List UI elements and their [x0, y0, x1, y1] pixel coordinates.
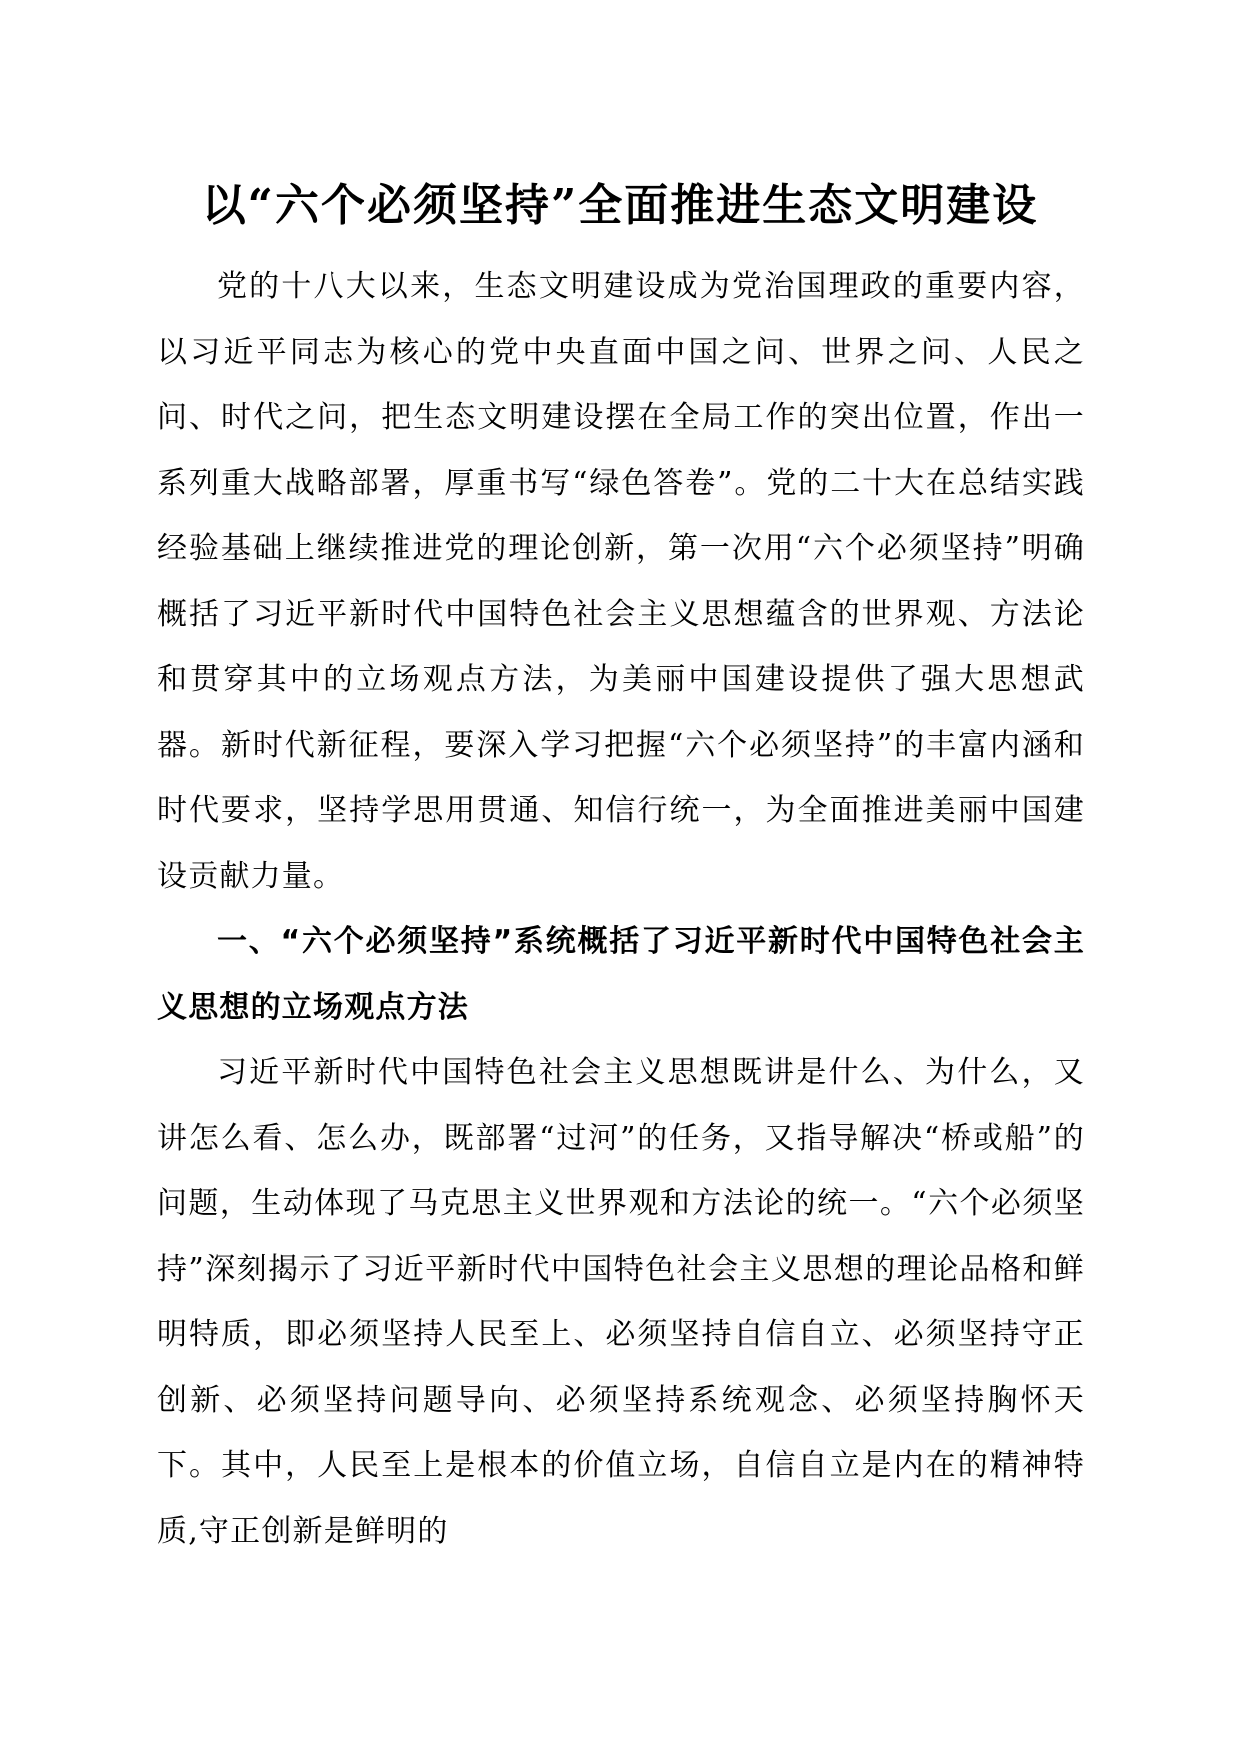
- document-title: 以“六个必须坚持”全面推进生态文明建设: [201, 180, 1039, 231]
- paragraph-intro: 党的十八大以来，生态文明建设成为党治国理政的重要内容，以习近平同志为核心的党中央直面中国之问、世界之问、人民之问、时代之问，把生态文明建设摆在全局工作的突出位置，作出一系列重大战略部署，厚重书写“绿色答卷”。党的二十大在总结实践经验基础上继续推进党的理论创新，第一次用“六个必须坚持”明确概括了习近平新时代中国特色社会主义思想蕴含的世界观、方法论和贯穿其中的立场观点方法，为美丽中国建设提供了强大思想武器。新时代新征程，要深入学习把握“六个必须坚持”的丰富内涵和时代要求，坚持学思用贯通、知信行统一，为全面推进美丽中国建设贡献力量。: [157, 269, 1085, 894]
- paragraph-section-1: 习近平新时代中国特色社会主义思想既讲是什么、为什么，又讲怎么看、怎么办，既部署“过河”的任务，又指导解决“桥或船”的问题，生动体现了马克思主义世界观和方法论的统一。“六个必须坚持”深刻揭示了习近平新时代中国特色社会主义思想的理论品格和鲜明特质，即必须坚持人民至上、必须坚持自信自立、必须坚持守正创新、必须坚持问题导向、必须坚持系统观念、必须坚持胸怀天下。其中，人民至上是根本的价值立场，自信自立是内在的精神特质,守正创新是鲜明的: [157, 1055, 1085, 1549]
- section-heading-1: 一、“六个必须坚持”系统概括了习近平新时代中国特色社会主义思想的立场观点方法: [157, 924, 1085, 1025]
- document-body: [157, 254, 1085, 1564]
